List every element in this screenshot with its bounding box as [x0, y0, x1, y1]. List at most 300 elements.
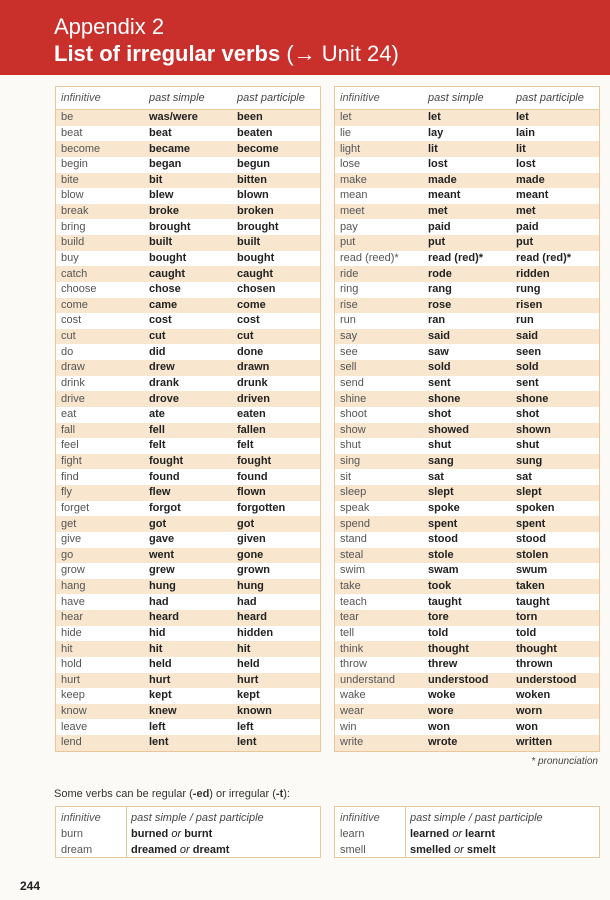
header-past-participle: past participle — [516, 92, 584, 104]
past-simple-cell: grew — [149, 564, 175, 577]
or-word: or — [171, 828, 182, 840]
past-participle-cell: got — [237, 517, 255, 530]
infinitive-cell: say — [340, 330, 358, 343]
past-participle-cell: woken — [516, 689, 551, 702]
verb-row — [335, 110, 599, 126]
past-simple-cell: rode — [428, 267, 452, 280]
note-text: ) or irregular ( — [209, 788, 276, 800]
verb-row — [56, 501, 320, 517]
past-simple-cell: sang — [428, 455, 454, 468]
past-simple-cell: slept — [428, 486, 454, 499]
verb-row — [335, 641, 599, 657]
regular-form: smelled — [410, 844, 451, 856]
past-participle-cell: run — [516, 314, 534, 327]
infinitive-cell: be — [61, 111, 74, 124]
verb-row — [335, 173, 599, 189]
small-table-row — [56, 842, 320, 858]
past-participle-cell: shone — [516, 392, 549, 405]
past-participle-cell: spoken — [516, 501, 555, 514]
infinitive-cell: ring — [340, 283, 359, 296]
past-simple-cell: went — [149, 548, 175, 561]
past-simple-cell: did — [149, 345, 166, 358]
verb-row — [335, 594, 599, 610]
past-participle-cell: been — [237, 111, 263, 124]
infinitive-cell: beat — [61, 126, 83, 139]
past-participle-cell: chosen — [237, 283, 276, 296]
past-participle-cell: sold — [516, 361, 539, 374]
past-simple-cell: heard — [149, 611, 179, 624]
infinitive-cell: cost — [61, 314, 82, 327]
forms-cell — [131, 844, 320, 856]
past-participle-cell: lain — [516, 126, 535, 139]
past-simple-cell: threw — [428, 658, 458, 671]
past-participle-cell: broken — [237, 205, 274, 218]
infinitive-cell: run — [340, 314, 356, 327]
past-simple-cell: cost — [149, 314, 172, 327]
past-simple-cell: lay — [428, 126, 444, 139]
past-participle-cell: sent — [516, 376, 539, 389]
past-simple-cell: forgot — [149, 501, 181, 514]
past-simple-cell: fought — [149, 455, 184, 468]
infinitive-cell: stand — [340, 533, 367, 546]
past-simple-cell: brought — [149, 220, 191, 233]
infinitive-cell: read (reed)* — [340, 251, 399, 264]
small-table-header — [335, 810, 599, 826]
infinitive-cell: wear — [340, 705, 364, 718]
verb-row — [335, 673, 599, 689]
infinitive-cell: mean — [340, 189, 368, 202]
past-participle-cell: let — [516, 111, 529, 124]
past-participle-cell: flown — [237, 486, 266, 499]
past-simple-cell: wrote — [428, 736, 458, 749]
infinitive-cell: lose — [340, 158, 361, 171]
verb-row — [56, 173, 320, 189]
infinitive-cell: get — [61, 517, 77, 530]
past-simple-cell: cut — [149, 330, 166, 343]
past-participle-cell: hung — [237, 580, 264, 593]
verb-row — [335, 563, 599, 579]
infinitive-cell: bite — [61, 173, 79, 186]
past-participle-cell: come — [237, 298, 266, 311]
past-simple-cell: woke — [428, 689, 456, 702]
verb-row — [56, 704, 320, 720]
forms-cell — [410, 828, 599, 840]
past-simple-cell: made — [428, 173, 457, 186]
verb-row — [56, 407, 320, 423]
past-participle-cell: drunk — [237, 376, 268, 389]
infinitive-cell: go — [61, 548, 74, 561]
past-participle-cell: hidden — [237, 626, 274, 639]
verb-row — [56, 126, 320, 142]
irregular-form: dreamt — [192, 844, 230, 856]
past-simple-cell: kept — [149, 689, 172, 702]
regular-form: learned — [410, 828, 450, 840]
infinitive-cell: buy — [61, 251, 79, 264]
verb-row — [56, 516, 320, 532]
unit-reference: (→ Unit 24) — [286, 41, 399, 66]
infinitive-cell: burn — [61, 828, 84, 840]
verb-row — [56, 532, 320, 548]
appendix-header — [0, 0, 610, 75]
irregular-form: learnt — [465, 828, 496, 840]
past-participle-cell: begun — [237, 158, 270, 171]
verb-row — [56, 204, 320, 220]
infinitive-cell: shut — [340, 439, 361, 452]
verb-row — [335, 251, 599, 267]
infinitive-cell: hurt — [61, 673, 80, 686]
verb-row — [56, 673, 320, 689]
past-simple-cell: read (red)* — [428, 251, 484, 264]
past-simple-cell: drew — [149, 361, 175, 374]
infinitive-cell: fight — [61, 455, 82, 468]
verb-row — [335, 626, 599, 642]
verb-table-right — [334, 86, 600, 752]
past-simple-cell: hid — [149, 626, 166, 639]
past-simple-cell: rose — [428, 298, 452, 311]
verb-table-body — [335, 110, 599, 751]
past-participle-cell: risen — [516, 298, 543, 311]
past-participle-cell: fought — [237, 455, 272, 468]
verb-row — [56, 719, 320, 735]
forms-cell — [410, 844, 599, 856]
infinitive-cell: shine — [340, 392, 367, 405]
verb-row — [56, 376, 320, 392]
past-participle-cell: held — [237, 658, 260, 671]
past-participle-cell: left — [237, 720, 254, 733]
infinitive-cell: understand — [340, 673, 396, 686]
past-participle-cell: built — [237, 236, 261, 249]
past-simple-cell: spent — [428, 517, 458, 530]
infinitive-cell: give — [61, 533, 82, 546]
header-forms: past simple / past participle — [131, 812, 264, 824]
verb-row — [335, 282, 599, 298]
appendix-title — [54, 41, 399, 67]
past-simple-cell: hurt — [149, 673, 171, 686]
past-participle-cell: bought — [237, 251, 275, 264]
infinitive-cell: hang — [61, 580, 86, 593]
verb-row — [335, 391, 599, 407]
infinitive-cell: pay — [340, 220, 358, 233]
infinitive-cell: leave — [61, 720, 88, 733]
infinitive-cell: dream — [61, 844, 93, 856]
infinitive-cell: hide — [61, 626, 82, 639]
past-simple-cell: hit — [149, 642, 163, 655]
past-participle-cell: put — [516, 236, 534, 249]
verb-row — [335, 485, 599, 501]
past-simple-cell: ran — [428, 314, 446, 327]
header-past-simple: past simple — [428, 92, 484, 104]
header-infinitive: infinitive — [340, 812, 380, 824]
past-participle-cell: cut — [237, 330, 254, 343]
verb-table-header — [335, 87, 599, 110]
past-simple-cell: came — [149, 298, 178, 311]
past-participle-cell: blown — [237, 189, 269, 202]
infinitive-cell: win — [340, 720, 357, 733]
past-participle-cell: lost — [516, 158, 536, 171]
past-participle-cell: said — [516, 330, 539, 343]
infinitive-cell: have — [61, 595, 85, 608]
past-participle-cell: paid — [516, 220, 539, 233]
past-simple-cell: became — [149, 142, 190, 155]
past-participle-cell: forgotten — [237, 501, 286, 514]
past-simple-cell: took — [428, 580, 452, 593]
past-simple-cell: tore — [428, 611, 449, 624]
past-participle-cell: had — [237, 595, 257, 608]
verb-row — [335, 313, 599, 329]
past-participle-cell: lent — [237, 736, 257, 749]
verb-row — [56, 329, 320, 345]
verb-row — [56, 485, 320, 501]
regular-form: dreamed — [131, 844, 177, 856]
past-participle-cell: seen — [516, 345, 542, 358]
verb-row — [56, 688, 320, 704]
past-participle-cell: shown — [516, 423, 551, 436]
infinitive-cell: drive — [61, 392, 85, 405]
infinitive-cell: catch — [61, 267, 88, 280]
past-simple-cell: found — [149, 470, 180, 483]
infinitive-cell: smell — [340, 844, 366, 856]
verb-row — [335, 157, 599, 173]
irregular-form: burnt — [184, 828, 213, 840]
infinitive-cell: do — [61, 345, 74, 358]
verb-row — [335, 360, 599, 376]
infinitive-cell: see — [340, 345, 358, 358]
infinitive-cell: rise — [340, 298, 358, 311]
past-participle-cell: done — [237, 345, 264, 358]
regular-form: burned — [131, 828, 169, 840]
past-participle-cell: told — [516, 626, 537, 639]
infinitive-cell: learn — [340, 828, 365, 840]
infinitive-cell: grow — [61, 564, 85, 577]
verb-row — [56, 157, 320, 173]
past-participle-cell: fallen — [237, 423, 266, 436]
ed-ending: -ed — [192, 788, 210, 800]
regular-irregular-table-left — [55, 806, 321, 858]
past-simple-cell: chose — [149, 283, 181, 296]
infinitive-cell: hold — [61, 658, 82, 671]
past-participle-cell: become — [237, 142, 279, 155]
infinitive-cell: know — [61, 705, 87, 718]
verb-row — [335, 469, 599, 485]
infinitive-cell: forget — [61, 501, 90, 514]
past-simple-cell: ate — [149, 408, 165, 421]
past-simple-cell: fell — [149, 423, 165, 436]
past-simple-cell: hung — [149, 580, 176, 593]
infinitive-cell: tell — [340, 626, 355, 639]
infinitive-cell: take — [340, 580, 361, 593]
infinitive-cell: send — [340, 376, 364, 389]
verb-row — [56, 423, 320, 439]
past-participle-cell: lit — [516, 142, 526, 155]
past-simple-cell: paid — [428, 220, 451, 233]
infinitive-cell: speak — [340, 501, 370, 514]
past-participle-cell: hurt — [237, 673, 259, 686]
past-participle-cell: felt — [237, 439, 254, 452]
past-simple-cell: blew — [149, 189, 174, 202]
past-simple-cell: understood — [428, 673, 489, 686]
infinitive-cell: blow — [61, 189, 84, 202]
infinitive-cell: feel — [61, 439, 79, 452]
infinitive-cell: lend — [61, 736, 82, 749]
verb-row — [56, 579, 320, 595]
past-simple-cell: saw — [428, 345, 449, 358]
verb-row — [56, 610, 320, 626]
or-word: or — [454, 844, 464, 856]
verb-row — [56, 548, 320, 564]
infinitive-cell: bring — [61, 220, 86, 233]
verb-row — [56, 298, 320, 314]
verb-row — [335, 688, 599, 704]
verb-table-body — [56, 110, 320, 751]
verb-row — [335, 610, 599, 626]
infinitive-cell: eat — [61, 408, 77, 421]
verb-row — [335, 704, 599, 720]
verb-row — [335, 376, 599, 392]
past-simple-cell: said — [428, 330, 451, 343]
infinitive-cell: put — [340, 236, 356, 249]
infinitive-cell: hear — [61, 611, 84, 624]
past-participle-cell: taken — [516, 580, 545, 593]
verb-row — [335, 235, 599, 251]
verb-row — [56, 219, 320, 235]
infinitive-cell: make — [340, 173, 367, 186]
past-simple-cell: spoke — [428, 501, 460, 514]
appendix-number: Appendix 2 — [54, 14, 165, 39]
infinitive-cell: meet — [340, 205, 365, 218]
past-simple-cell: sold — [428, 361, 451, 374]
past-participle-cell: met — [516, 205, 536, 218]
infinitive-cell: ride — [340, 267, 359, 280]
past-participle-cell: made — [516, 173, 545, 186]
infinitive-cell: become — [61, 142, 101, 155]
past-simple-cell: stood — [428, 533, 458, 546]
verb-row — [335, 126, 599, 142]
verb-row — [56, 251, 320, 267]
infinitive-cell: hit — [61, 642, 73, 655]
header-forms: past simple / past participle — [410, 812, 543, 824]
past-participle-cell: worn — [516, 705, 543, 718]
past-simple-cell: sent — [428, 376, 451, 389]
past-simple-cell: had — [149, 595, 169, 608]
past-participle-cell: thought — [516, 642, 557, 655]
past-simple-cell: began — [149, 158, 182, 171]
verb-row — [335, 657, 599, 673]
past-simple-cell: meant — [428, 189, 461, 202]
past-simple-cell: gave — [149, 533, 175, 546]
past-participle-cell: cost — [237, 314, 260, 327]
infinitive-cell: think — [340, 642, 364, 655]
past-simple-cell: lost — [428, 158, 448, 171]
past-simple-cell: was/were — [149, 111, 198, 124]
past-simple-cell: bought — [149, 251, 187, 264]
past-simple-cell: won — [428, 720, 450, 733]
past-participle-cell: stolen — [516, 548, 549, 561]
past-participle-cell: swum — [516, 564, 548, 577]
past-participle-cell: rung — [516, 283, 541, 296]
infinitive-cell: throw — [340, 658, 367, 671]
past-simple-cell: drank — [149, 376, 179, 389]
verb-table-header — [56, 87, 320, 110]
header-infinitive: infinitive — [61, 812, 101, 824]
past-simple-cell: thought — [428, 642, 469, 655]
past-participle-cell: grown — [237, 564, 270, 577]
verb-table-left — [55, 86, 321, 752]
forms-cell — [131, 828, 320, 840]
verb-row — [335, 204, 599, 220]
past-participle-cell: sat — [516, 470, 532, 483]
verb-row — [335, 141, 599, 157]
past-participle-cell: eaten — [237, 408, 266, 421]
past-participle-cell: shot — [516, 408, 540, 421]
verb-row — [56, 594, 320, 610]
infinitive-cell: keep — [61, 689, 85, 702]
past-simple-cell: let — [428, 111, 441, 124]
small-table-row — [335, 826, 599, 842]
header-past-participle: past participle — [237, 92, 305, 104]
infinitive-cell: drink — [61, 376, 85, 389]
past-simple-cell: left — [149, 720, 166, 733]
past-participle-cell: caught — [237, 267, 274, 280]
verb-row — [56, 641, 320, 657]
past-participle-cell: stood — [516, 533, 546, 546]
infinitive-cell: draw — [61, 361, 85, 374]
infinitive-cell: find — [61, 470, 79, 483]
past-simple-cell: put — [428, 236, 446, 249]
verb-row — [56, 626, 320, 642]
infinitive-cell: lie — [340, 126, 352, 139]
verb-row — [56, 313, 320, 329]
infinitive-cell: spend — [340, 517, 370, 530]
past-simple-cell: swam — [428, 564, 459, 577]
past-simple-cell: felt — [149, 439, 166, 452]
past-participle-cell: drawn — [237, 361, 270, 374]
past-participle-cell: written — [516, 736, 553, 749]
verb-row — [56, 735, 320, 751]
verb-row — [56, 188, 320, 204]
past-simple-cell: shone — [428, 392, 461, 405]
verb-row — [335, 266, 599, 282]
infinitive-cell: fall — [61, 423, 76, 436]
past-simple-cell: shut — [428, 439, 452, 452]
past-simple-cell: lent — [149, 736, 169, 749]
infinitive-cell: sing — [340, 455, 361, 468]
irregular-form: smelt — [466, 844, 496, 856]
infinitive-cell: tear — [340, 611, 359, 624]
past-participle-cell: gone — [237, 548, 264, 561]
past-simple-cell: beat — [149, 126, 172, 139]
verb-row — [56, 563, 320, 579]
regular-irregular-table-right — [334, 806, 600, 858]
verb-row — [335, 501, 599, 517]
note-text: ): — [283, 788, 290, 800]
verb-row — [335, 423, 599, 439]
infinitive-cell: shoot — [340, 408, 367, 421]
verb-row — [56, 454, 320, 470]
infinitive-cell: begin — [61, 158, 88, 171]
verb-row — [56, 141, 320, 157]
past-participle-cell: given — [237, 533, 266, 546]
infinitive-cell: show — [340, 423, 366, 436]
past-simple-cell: stole — [428, 548, 454, 561]
past-simple-cell: drove — [149, 392, 179, 405]
verb-row — [56, 344, 320, 360]
verb-row — [335, 298, 599, 314]
past-participle-cell: driven — [237, 392, 271, 405]
past-participle-cell: kept — [237, 689, 260, 702]
verb-row — [335, 735, 599, 751]
past-participle-cell: meant — [516, 189, 549, 202]
infinitive-cell: sleep — [340, 486, 367, 499]
